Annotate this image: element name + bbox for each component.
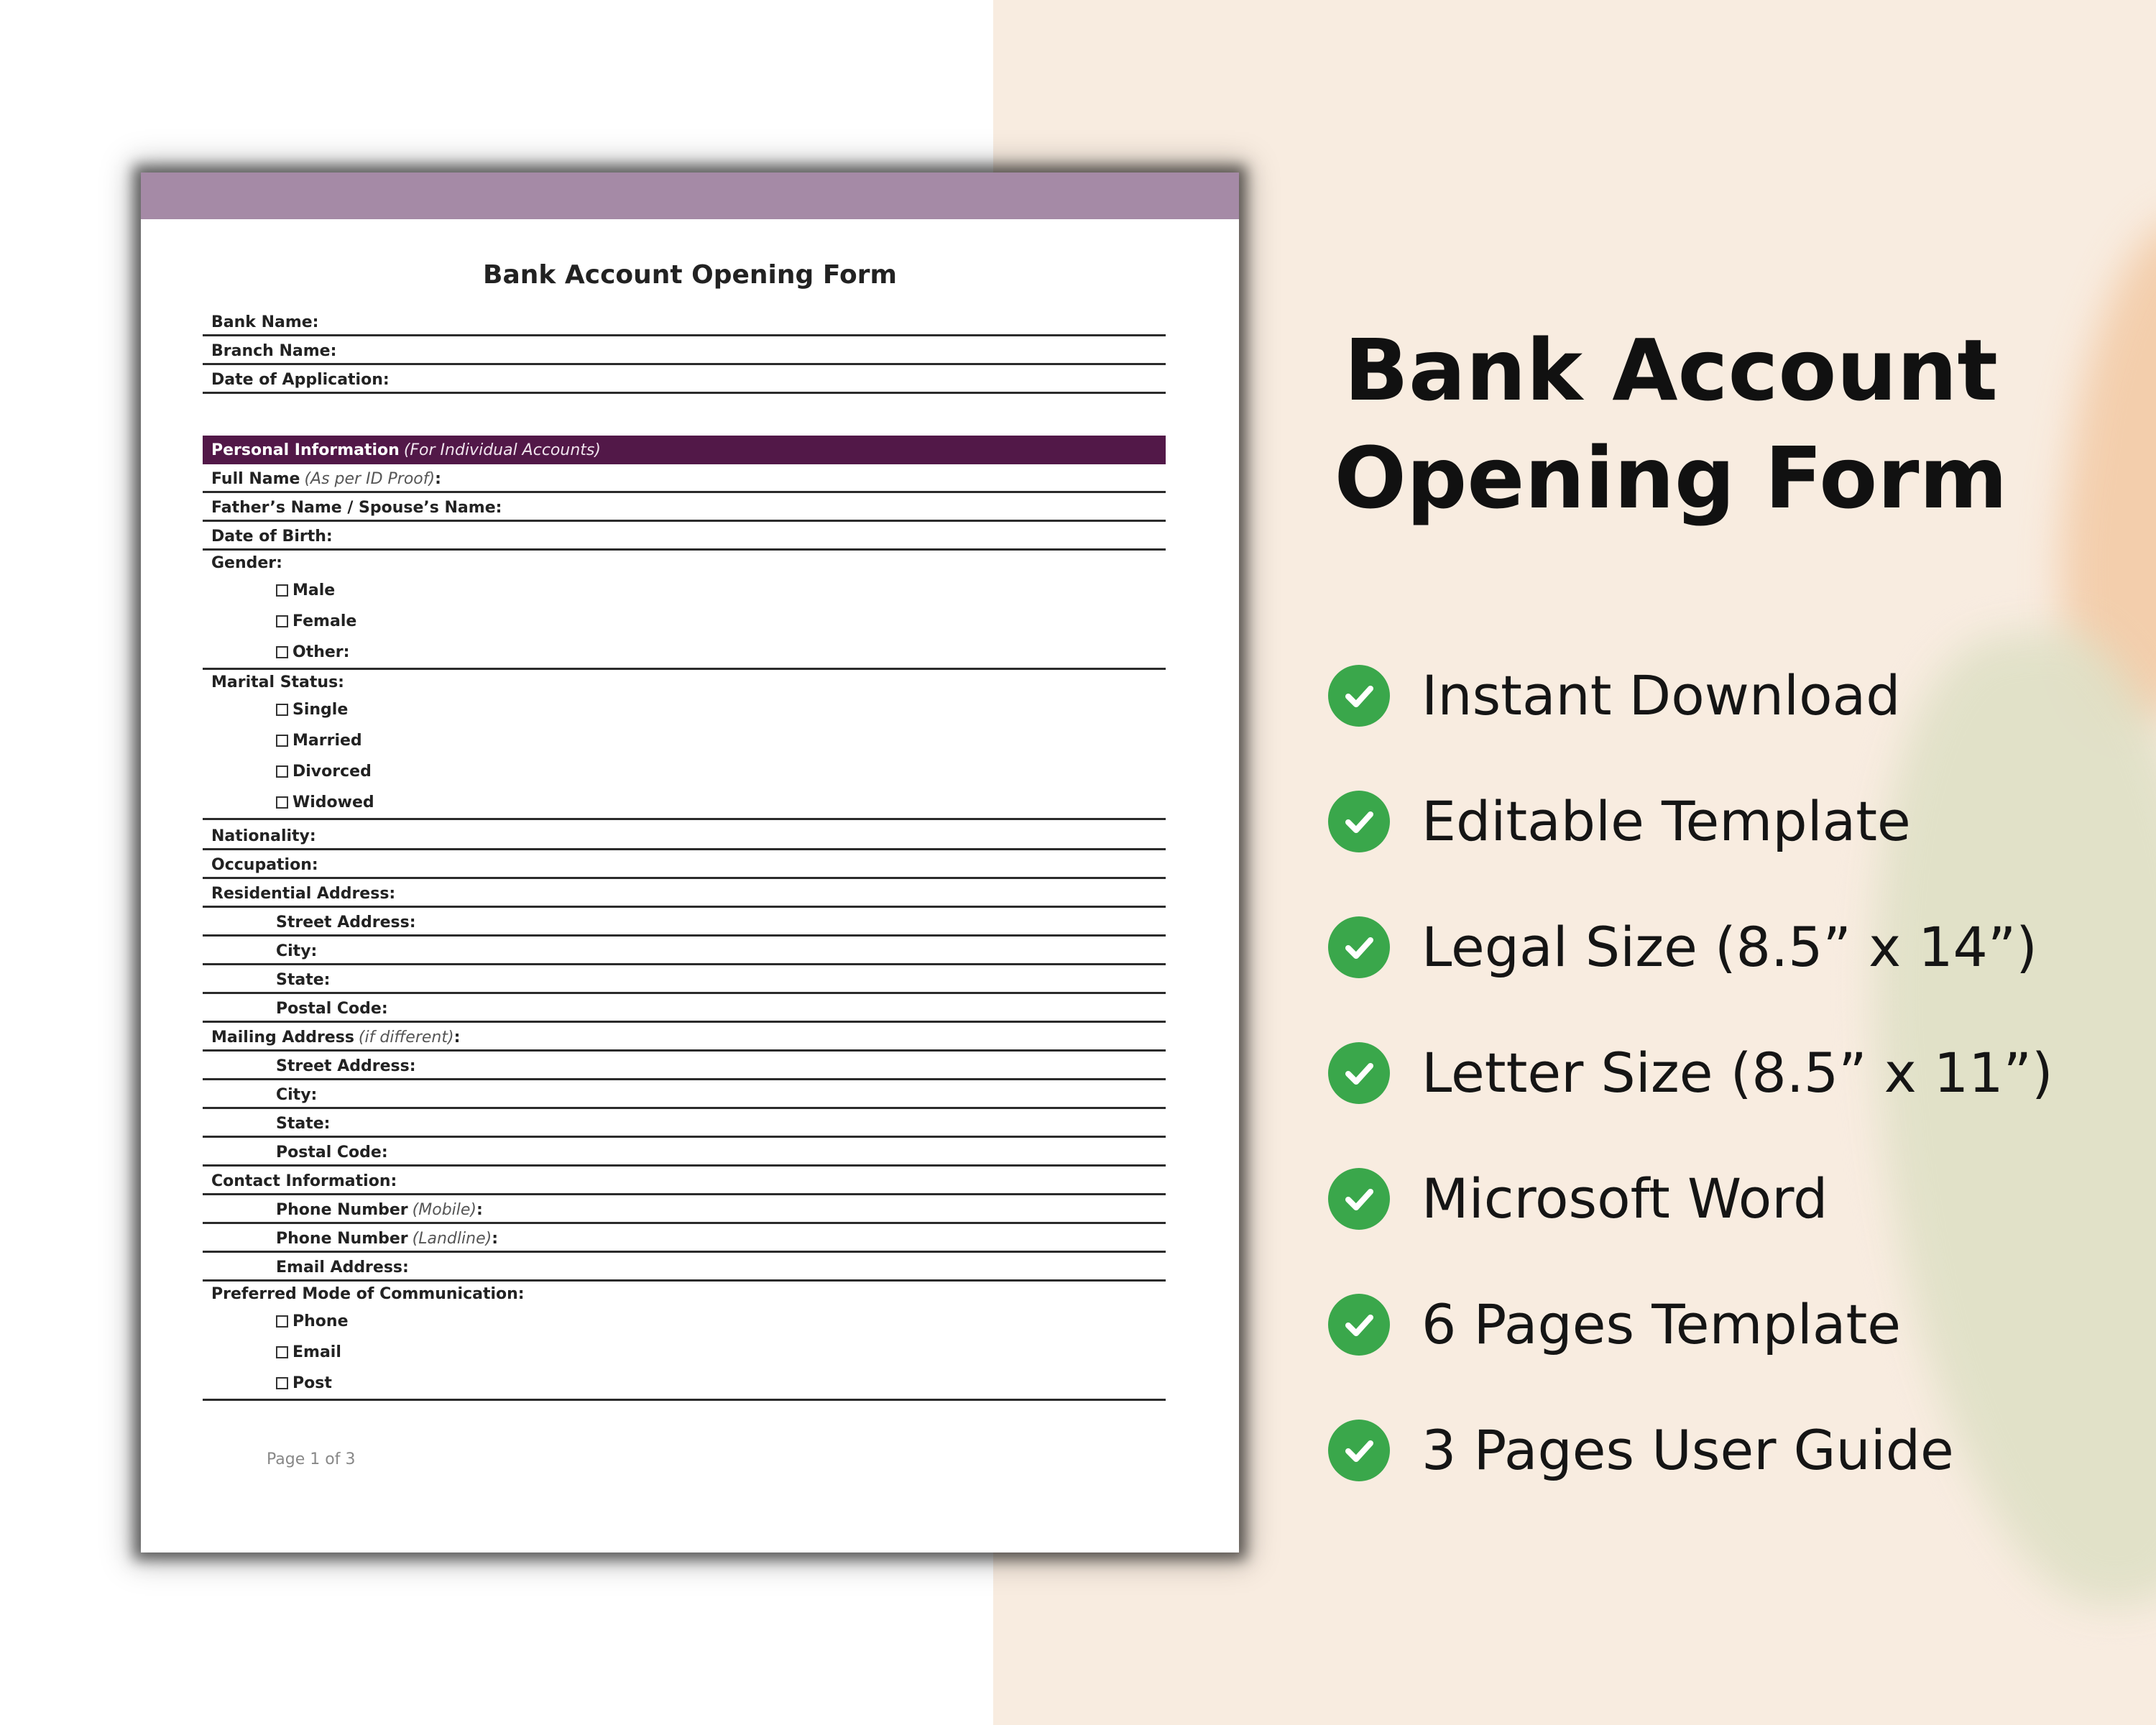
promo-title-line-2: Opening Form: [1334, 428, 2008, 528]
feature-item: [1328, 1136, 2119, 1261]
field-residential-address: Residential Address:: [203, 879, 1166, 908]
check-circle-icon: [1328, 1420, 1390, 1481]
field-occupation: Occupation:: [203, 850, 1166, 879]
field-gender: Gender:: [211, 554, 282, 572]
option-male: [203, 575, 1166, 606]
field-suffix: :: [476, 1201, 483, 1219]
option-phone: [203, 1306, 1166, 1337]
field-residential-city: City:: [203, 937, 1166, 965]
checkbox-icon: [276, 1315, 288, 1328]
field-residential-state: State:: [203, 965, 1166, 994]
checkbox-icon: [276, 615, 288, 627]
section-personal-information: [203, 436, 1166, 464]
check-circle-icon: [1328, 1294, 1390, 1356]
checkbox-icon: [276, 796, 288, 809]
field-mailing-postal: Postal Code:: [203, 1138, 1166, 1167]
field-residential-postal: Postal Code:: [203, 994, 1166, 1023]
page-number: Page 1 of 3: [267, 1450, 356, 1468]
feature-label: Instant Download: [1422, 663, 1901, 727]
communication-group: [203, 1282, 1166, 1401]
feature-label: Legal Size (8.5” x 14”): [1422, 915, 2037, 979]
field-mailing-city: City:: [203, 1080, 1166, 1109]
field-note: (Mobile): [412, 1201, 477, 1219]
option-label: Female: [292, 612, 357, 630]
field-label: Full Name: [211, 470, 300, 488]
field-fathers-name: Father’s Name / Spouse’s Name:: [203, 493, 1166, 522]
option-label: Email: [292, 1343, 341, 1361]
field-contact-information: Contact Information:: [203, 1167, 1166, 1195]
section-label: Personal Information: [211, 441, 400, 459]
field-preferred-communication: Preferred Mode of Communication:: [211, 1285, 525, 1303]
field-suffix: :: [435, 470, 441, 488]
field-mailing-address: [203, 1023, 1166, 1052]
document-header-band: [141, 172, 1239, 219]
feature-label: Microsoft Word: [1422, 1167, 1828, 1230]
checkbox-icon: [276, 584, 288, 597]
option-label: Divorced: [292, 763, 372, 781]
check-circle-icon: [1328, 665, 1390, 727]
form-fields: [203, 309, 1166, 1401]
option-female: [203, 606, 1166, 637]
field-mailing-state: State:: [203, 1109, 1166, 1138]
feature-item: [1328, 1010, 2119, 1136]
feature-item: [1328, 884, 2119, 1010]
promo-title-line-1: Bank Account: [1344, 321, 1998, 420]
check-circle-icon: [1328, 791, 1390, 852]
feature-list: [1328, 632, 2119, 1513]
form-document-preview: [141, 172, 1239, 1552]
option-widowed: [203, 787, 1166, 818]
field-suffix: :: [492, 1230, 498, 1248]
field-label: Phone Number: [276, 1230, 408, 1248]
field-residential-street: Street Address:: [203, 908, 1166, 937]
field-email-address: Email Address:: [203, 1253, 1166, 1282]
field-note: (Landline): [412, 1230, 492, 1248]
check-circle-icon: [1328, 916, 1390, 978]
option-label: Married: [292, 732, 362, 750]
feature-label: 6 Pages Template: [1422, 1292, 1902, 1356]
checkbox-icon: [276, 646, 288, 658]
field-note: (if different): [358, 1029, 454, 1046]
option-label: Other:: [292, 643, 350, 661]
field-label: Phone Number: [276, 1201, 408, 1219]
checkbox-icon: [276, 704, 288, 716]
field-note: (As per ID Proof): [304, 470, 436, 488]
feature-item: [1328, 1387, 2119, 1513]
field-mailing-street: Street Address:: [203, 1052, 1166, 1080]
check-circle-icon: [1328, 1168, 1390, 1230]
checkbox-icon: [276, 735, 288, 747]
field-label: Mailing Address: [211, 1029, 354, 1046]
feature-label: Editable Template: [1422, 789, 1911, 853]
feature-label: Letter Size (8.5” x 11”): [1422, 1041, 2053, 1105]
field-phone-mobile: [203, 1195, 1166, 1224]
field-branch-name: Branch Name:: [203, 336, 1166, 365]
field-date-of-application: Date of Application:: [203, 365, 1166, 394]
option-label: Post: [292, 1374, 332, 1392]
option-single: [203, 694, 1166, 725]
document-title: Bank Account Opening Form: [483, 260, 897, 290]
checkbox-icon: [276, 1346, 288, 1358]
feature-item: [1328, 632, 2119, 758]
feature-item: [1328, 1261, 2119, 1387]
field-marital-status: Marital Status:: [211, 673, 344, 691]
gender-group: [203, 551, 1166, 670]
feature-label: 3 Pages User Guide: [1422, 1418, 1954, 1482]
check-circle-icon: [1328, 1042, 1390, 1104]
option-label: Phone: [292, 1312, 349, 1330]
option-other: [203, 637, 1166, 668]
option-post: [203, 1368, 1166, 1399]
section-note: (For Individual Accounts): [403, 441, 601, 459]
field-suffix: :: [453, 1029, 461, 1046]
checkbox-icon: [276, 1377, 288, 1389]
marital-status-group: [203, 670, 1166, 820]
option-email: [203, 1337, 1166, 1368]
feature-item: [1328, 758, 2119, 884]
option-label: Widowed: [292, 794, 374, 811]
field-nationality: Nationality:: [203, 820, 1166, 850]
field-full-name: [203, 464, 1166, 493]
field-date-of-birth: Date of Birth:: [203, 522, 1166, 551]
option-label: Male: [292, 581, 336, 599]
option-label: Single: [292, 701, 349, 719]
promo-title: [1308, 316, 2034, 532]
option-married: [203, 725, 1166, 756]
option-divorced: [203, 756, 1166, 787]
field-bank-name: Bank Name:: [203, 309, 1166, 336]
field-phone-landline: [203, 1224, 1166, 1253]
checkbox-icon: [276, 765, 288, 778]
